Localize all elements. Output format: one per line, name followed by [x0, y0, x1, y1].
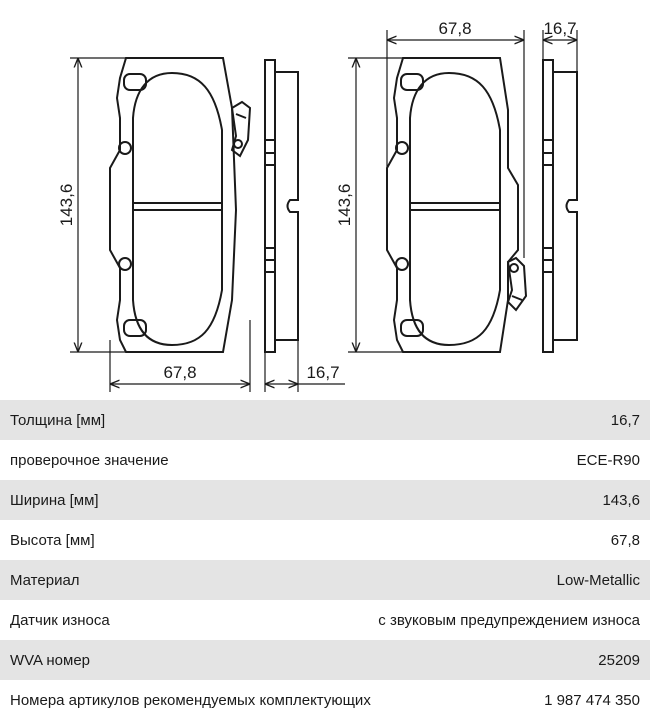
spec-row-width — [0, 480, 650, 520]
spec-label: Материал — [10, 571, 80, 589]
left-pad-front-view — [110, 58, 250, 352]
spec-label: Высота [мм] — [10, 531, 95, 549]
spec-row-wear-sensor — [0, 600, 650, 640]
spec-value: 1 987 474 350 — [544, 691, 640, 709]
left-dimensions — [70, 58, 345, 392]
right-height-label: 143,6 — [335, 183, 354, 227]
spec-row-height — [0, 520, 650, 560]
spec-label: Номера артикулов рекомендуемых комплектующих — [10, 691, 371, 709]
right-pad-front-view — [387, 58, 526, 352]
left-pad-side-view — [265, 60, 298, 352]
spec-value: 143,6 — [602, 491, 640, 509]
spec-value: 25209 — [598, 651, 640, 669]
spec-value: 16,7 — [610, 411, 640, 429]
spec-row-thickness — [0, 400, 650, 440]
spec-row-wva-number — [0, 640, 650, 680]
spec-value: с звуковым предупреждением износа — [378, 611, 640, 629]
spec-value: Low-Metallic — [556, 571, 640, 589]
left-width-label: 67,8 — [163, 363, 197, 382]
spec-label: Ширина [мм] — [10, 491, 99, 509]
spec-row-accessory-numbers — [0, 680, 650, 720]
left-height-label: 143,6 — [57, 183, 76, 227]
right-width-label: 67,8 — [438, 19, 472, 38]
specifications-table — [0, 400, 650, 720]
spec-label: WVA номер — [10, 651, 91, 669]
spec-label: проверочное значение — [10, 451, 169, 469]
spec-row-test-value — [0, 440, 650, 480]
spec-label: Датчик износа — [10, 611, 110, 629]
right-thickness-label: 16,7 — [543, 19, 577, 38]
right-pad-side-view — [543, 60, 577, 352]
left-thickness-label: 16,7 — [306, 363, 340, 382]
spec-value: ECE-R90 — [576, 451, 640, 469]
spec-value: 67,8 — [610, 531, 640, 549]
spec-label: Толщина [мм] — [10, 411, 106, 429]
spec-row-material — [0, 560, 650, 600]
